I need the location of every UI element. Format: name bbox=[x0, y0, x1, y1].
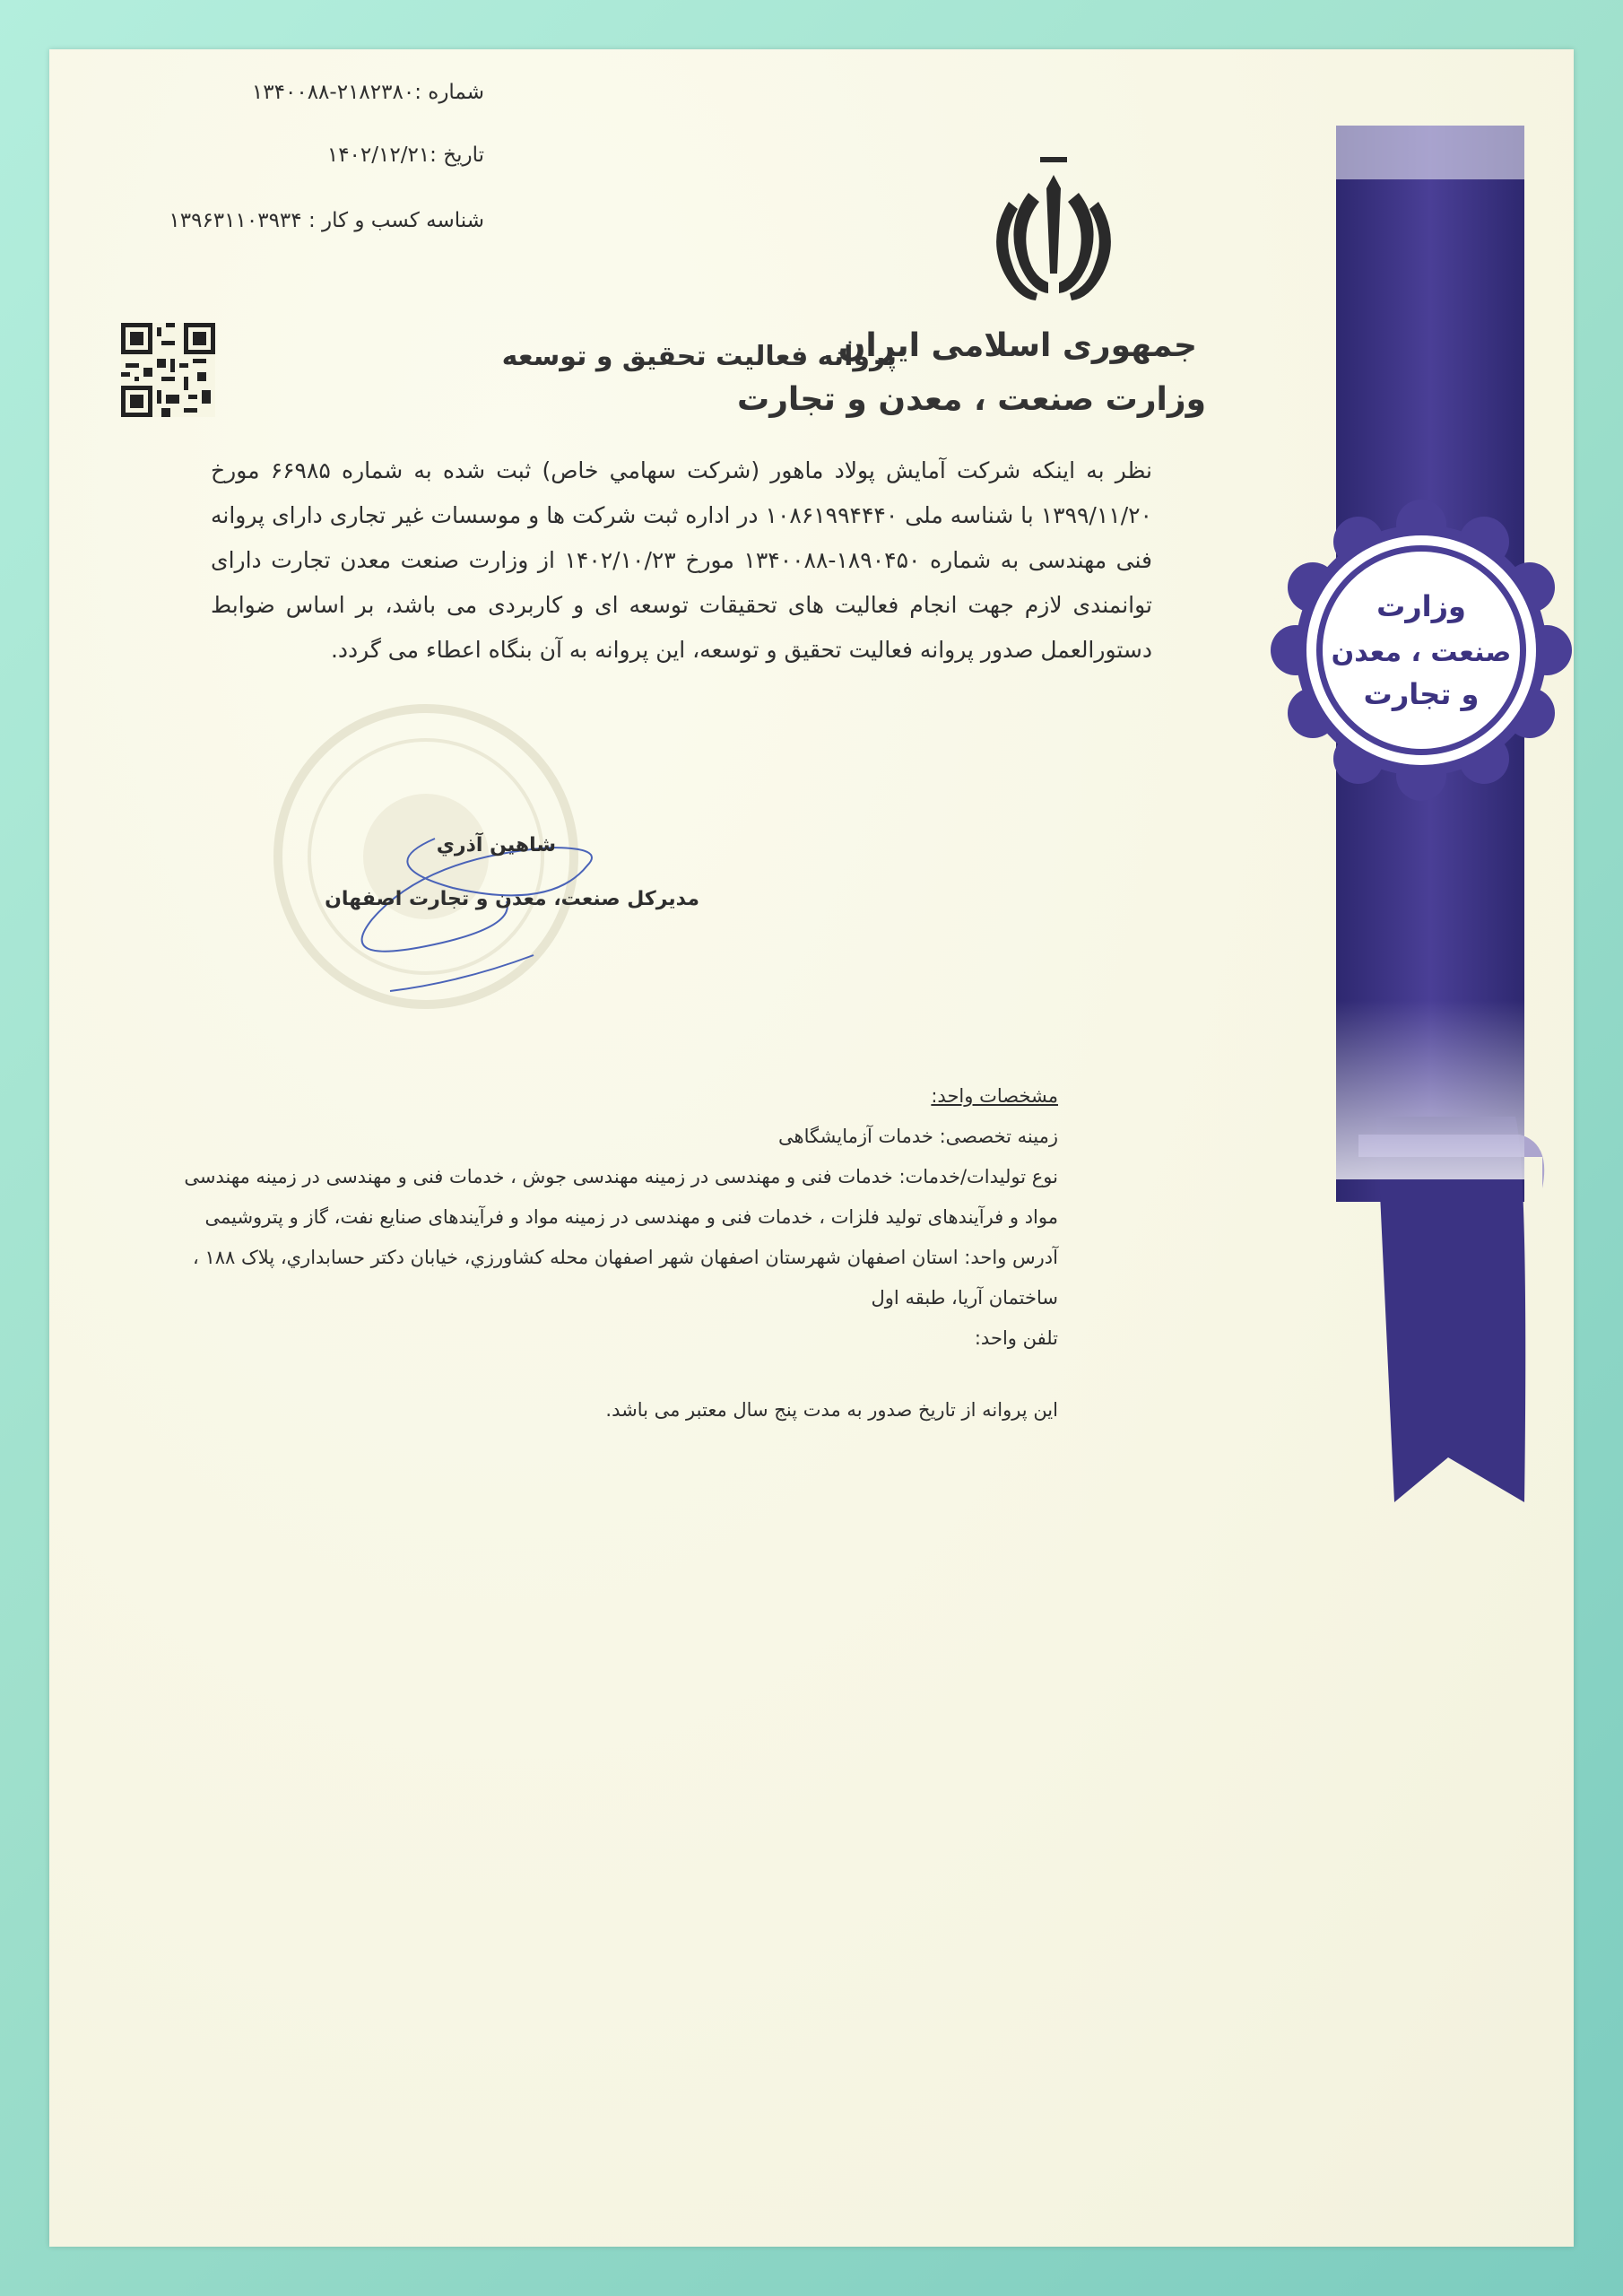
seal-line-3: و تجارت bbox=[1363, 677, 1480, 711]
seal-line-1: وزارت bbox=[1376, 589, 1466, 623]
unit-address-line-1: آدرس واحد: استان اصفهان شهرستان اصفهان شهر اصفهان محله کشاورزي، خیابان دکتر حسابداري، پلاک ۱۸۸ ، bbox=[193, 1247, 1058, 1268]
issuer-ministry: وزارت صنعت ، معدن و تجارت bbox=[737, 381, 1206, 418]
iran-emblem-icon bbox=[964, 139, 1143, 318]
unit-specialty: زمینه تخصصی: خدمات آزمایشگاهی bbox=[778, 1126, 1058, 1147]
qr-code-icon bbox=[121, 323, 215, 417]
ministry-ribbon bbox=[1233, 76, 1574, 1583]
issuer-country: جمهوری اسلامی ایران bbox=[838, 327, 1197, 364]
seal-line-2: صنعت ، معدن bbox=[1331, 637, 1512, 668]
license-title: پروانه فعالیت تحقیق و توسعه bbox=[501, 341, 897, 372]
license-body: نظر به اینکه شرکت آمایش پولاد ماهور (شرکت سهامي خاص) ثبت شده به شماره ۶۶۹۸۵ مورخ ۱۳۹۹/۱۱/۲۰ با شناسه ملی ۱۰۸۶۱۹۹۴۴۴۰ در اداره ثبت شرکت ها و موسسات غیر تجاری دارای پروانه فنی مهندسی به شماره ۱۸۹۰۴۵۰-۱۳۴۰۰۸۸ مورخ ۱۴۰۲/۱۰/۲۳ از وزارت صنعت معدن تجارت دارای توانمندی لازم جهت انجام فعالیت های تحقیقات توسعه ای و کاربردی می باشد، بر اساس ضوابط دستورالعمل صدور پروانه فعالیت تحقیق و توسعه، این پروانه به آن بنگاه اعطاء می گردد. bbox=[211, 457, 1152, 663]
signatory-title: مدیرکل صنعت، معدن و تجارت اصفهان bbox=[325, 888, 699, 910]
validity-note: این پروانه از تاریخ صدور به مدت پنج سال معتبر می باشد. bbox=[605, 1399, 1058, 1421]
business-id: شناسه کسب و کار : ۱۳۹۶۳۱۱۰۳۹۳۴ bbox=[169, 209, 484, 232]
signatory-name: شاهین آذري bbox=[436, 834, 556, 857]
certificate-paper bbox=[49, 49, 1574, 2247]
unit-products-line-2: مواد و فرآیندهای تولید فلزات ، خدمات فنی و مهندسی در زمینه مواد و فرآیندهای صنایع نفت، گاز و پتروشیمی bbox=[204, 1206, 1058, 1228]
unit-address-line-2: ساختمان آریا، طبقه اول bbox=[871, 1287, 1058, 1309]
unit-phone: تلفن واحد: bbox=[974, 1327, 1058, 1349]
unit-heading: مشخصات واحد: bbox=[931, 1085, 1058, 1107]
letter-date: تاریخ :۱۴۰۲/۱۲/۲۱ bbox=[326, 144, 484, 167]
letter-number: شماره :۲۱۸۲۳۸۰-۱۳۴۰۰۸۸ bbox=[251, 81, 484, 104]
unit-products-line-1: نوع تولیدات/خدمات: خدمات فنی و مهندسی در زمینه مهندسی جوش ، خدمات فنی و مهندسی در زمینه مهندسی bbox=[184, 1166, 1058, 1187]
